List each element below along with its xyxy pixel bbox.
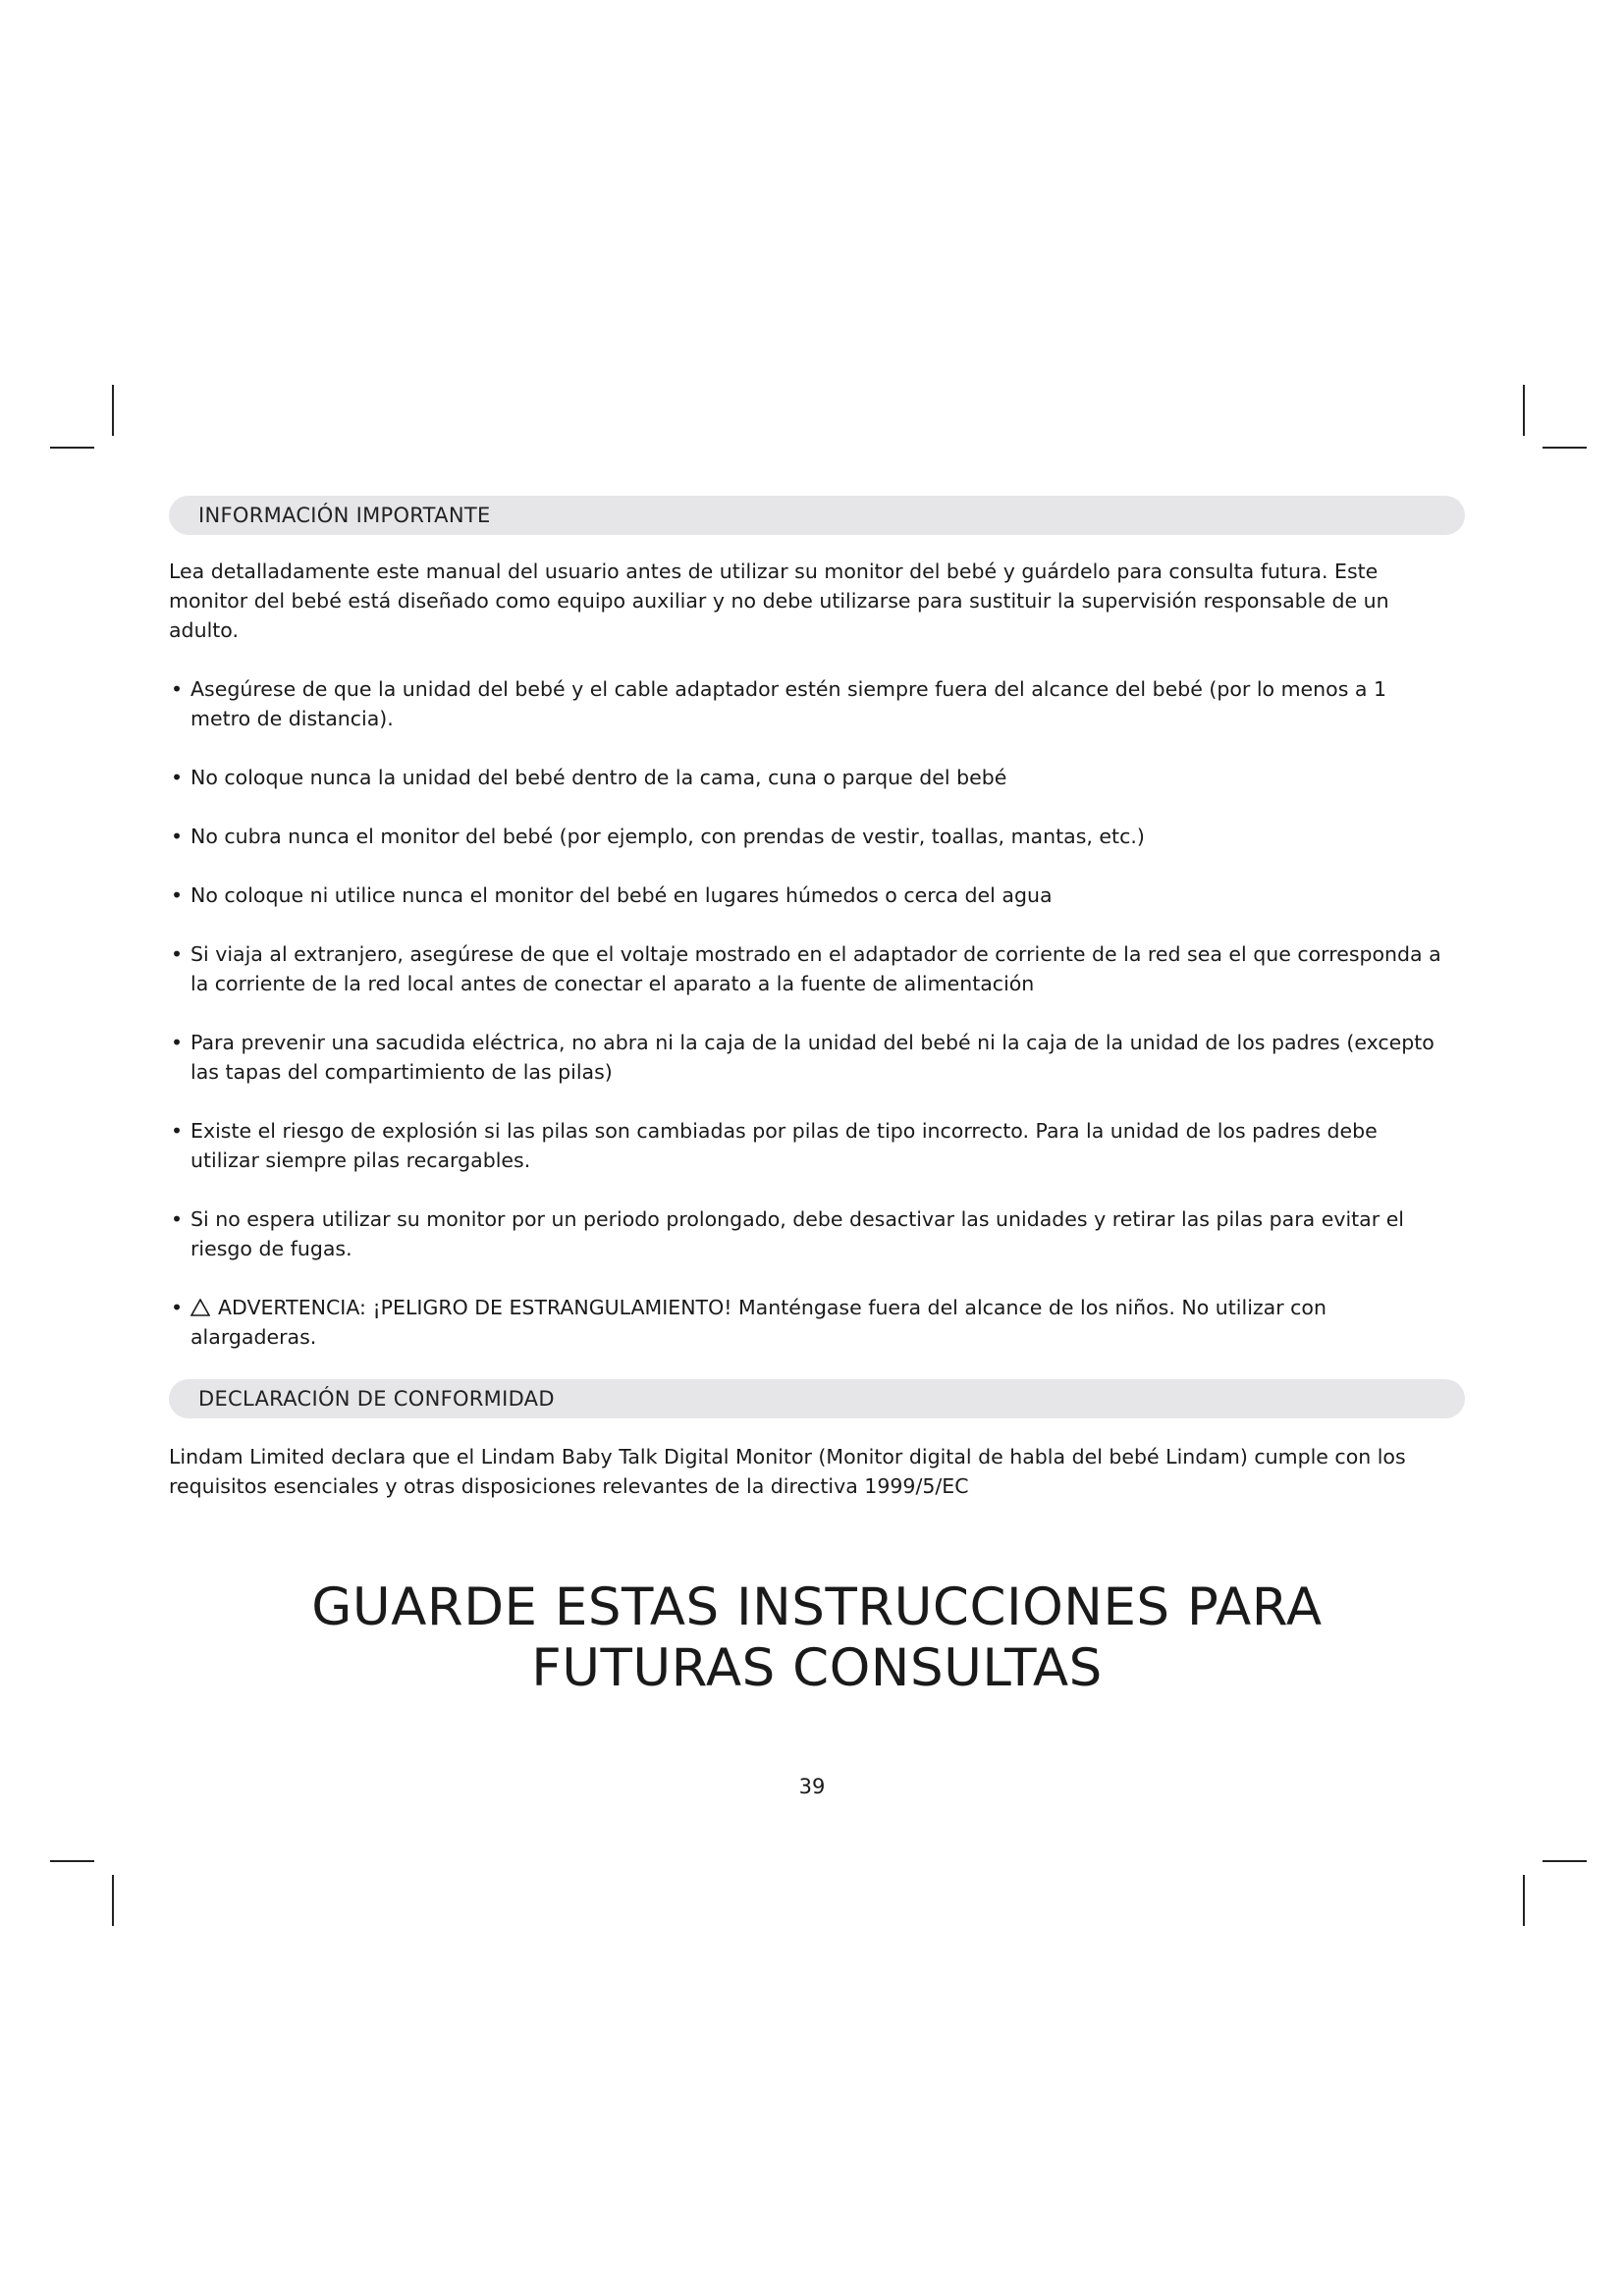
warning-triangle-icon bbox=[190, 1299, 210, 1316]
important-info-heading bbox=[169, 496, 1465, 535]
bullet-icon: • bbox=[171, 1119, 184, 1143]
closing-title-line-2: FUTURAS CONSULTAS bbox=[531, 1638, 1103, 1698]
list-item: • No coloque nunca la unidad del bebé dentro de la cama, cuna o parque del bebé bbox=[169, 763, 1465, 792]
list-item: • No coloque ni utilice nunca el monitor del bebé en lugares húmedos o cerca del agua bbox=[169, 881, 1465, 910]
conformity-text: Lindam Limited declara que el Lindam Baby Talk Digital Monitor (Monitor digital de habla del bebé Lindam) cumple con los requisitos esenciales y otras disposiciones relevantes de la directiva 1999/5/EC bbox=[169, 1445, 1406, 1498]
list-item: • Si no espera utilizar su monitor por un periodo prolongado, debe desactivar las unidades y retirar las pilas para evitar el riesgo de fugas. bbox=[169, 1204, 1465, 1263]
bullet-icon: • bbox=[171, 766, 184, 789]
important-info-intro: Lea detalladamente este manual del usuario antes de utilizar su monitor del bebé y guárdelo para consulta futura. Este monitor del bebé está diseñado como equipo auxiliar y no debe utilizarse para sustituir la supervisión responsable de un adulto. bbox=[169, 560, 1389, 642]
page-number: 39 bbox=[798, 1775, 826, 1798]
bullet-icon: • bbox=[171, 883, 184, 907]
closing-title bbox=[169, 1577, 1465, 1699]
closing-title-line-1: GUARDE ESTAS INSTRUCCIONES PARA bbox=[311, 1577, 1323, 1637]
crop-mark-top-left-horizontal bbox=[50, 447, 94, 449]
list-item: • Existe el riesgo de explosión si las pilas son cambiadas por pilas de tipo incorrecto. Para la unidad de los padres debe utilizar siempre pilas recargables. bbox=[169, 1116, 1465, 1175]
warning-text: : ¡PELIGRO DE ESTRANGULAMIENTO! Manténgase fuera del alcance de los niños. No utilizar con alargaderas. bbox=[190, 1296, 1326, 1349]
crop-mark-bottom-right-vertical bbox=[1523, 1875, 1525, 1926]
bullet-icon: • bbox=[171, 942, 184, 966]
bullet-icon: • bbox=[171, 677, 184, 701]
bullet-icon: • bbox=[171, 1207, 184, 1231]
conformity-heading bbox=[169, 1379, 1465, 1418]
list-item: • Asegúrese de que la unidad del bebé y el cable adaptador estén siempre fuera del alcance del bebé (por lo menos a 1 metro de distancia). bbox=[169, 674, 1465, 733]
page-content bbox=[169, 496, 1465, 1699]
crop-mark-bottom-left-vertical bbox=[112, 1875, 114, 1926]
bullet-icon: • bbox=[171, 1296, 184, 1319]
crop-mark-top-left-vertical bbox=[112, 385, 114, 436]
warning-item bbox=[169, 1293, 1465, 1352]
crop-mark-top-right-horizontal bbox=[1543, 447, 1587, 449]
crop-mark-bottom-left-horizontal bbox=[50, 1860, 94, 1862]
list-item: • No cubra nunca el monitor del bebé (por ejemplo, con prendas de vestir, toallas, mantas, etc.) bbox=[169, 822, 1465, 851]
safety-list bbox=[169, 674, 1465, 1352]
conformity-heading-text: DECLARACIÓN DE CONFORMIDAD bbox=[198, 1387, 555, 1411]
list-item: • Si viaja al extranjero, asegúrese de que el voltaje mostrado en el adaptador de corriente de la red sea el que corresponda a la corriente de la red local antes de conectar el aparato a la fuente de alimentación bbox=[169, 939, 1465, 998]
bullet-icon: • bbox=[171, 1031, 184, 1054]
crop-mark-top-right-vertical bbox=[1523, 385, 1525, 436]
list-item: • Para prevenir una sacudida eléctrica, no abra ni la caja de la unidad del bebé ni la caja de la unidad de los padres (excepto las tapas del compartimiento de las pilas) bbox=[169, 1028, 1465, 1087]
important-info-heading-text: INFORMACIÓN IMPORTANTE bbox=[198, 504, 491, 527]
crop-mark-bottom-right-horizontal bbox=[1543, 1860, 1587, 1862]
warning-label: ADVERTENCIA bbox=[218, 1296, 360, 1319]
bullet-icon: • bbox=[171, 825, 184, 848]
